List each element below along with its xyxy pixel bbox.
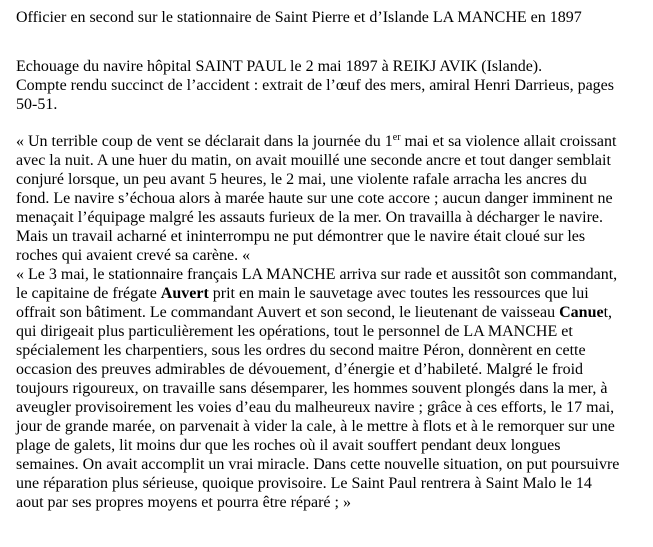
quote-line: qui dirigeait plus particulièrement les opérations, tout le personnel de LA MANCHE et <box>16 323 573 340</box>
quote-line: roches qui avaient crevé sa carène. « <box>16 247 251 264</box>
quote-line: plage de galets, lit moins dur que les roches où il avait souffert pendant deux longues <box>16 437 561 454</box>
lieutenant-name: Canue <box>559 304 604 321</box>
quote-line: une réparation plus sérieuse, quoique provisoire. Le Saint Paul rentrera à Saint Malo le 14 <box>16 475 592 492</box>
quote-text: « Un terrible coup de vent se déclarait dans la journée du 1 <box>16 133 393 150</box>
quote-line <box>16 284 644 303</box>
quote-paragraph-2 <box>16 265 644 512</box>
document-page <box>16 8 644 512</box>
commander-name: Auvert <box>160 285 209 302</box>
intro-paragraph <box>16 57 644 114</box>
quote-line: « Le 3 mai, le stationnaire français LA MANCHE arriva sur rade et aussitôt son commandant, <box>16 266 618 283</box>
spacer <box>16 114 644 132</box>
quote-text: le capitaine de frégate <box>16 285 161 302</box>
quote-line: aveugler provisoirement les voies d’eau du malheureux navire ; grâce à ces efforts, le 17 mai, <box>16 399 615 416</box>
quote-line: spécialement les charpentiers, sous les ordres du second maitre Péron, donnèrent en cette <box>16 342 586 359</box>
quote-line: semaines. On avait accomplit un vrai miracle. Dans cette nouvelle situation, on put poursuivre <box>16 456 620 473</box>
quote-text: prit en main le sauvetage avec toutes les ressources que lui <box>208 285 589 302</box>
quote-text: offrait son bâtiment. Le commandant Auvert et son second, le lieutenant de vaisseau <box>16 304 560 321</box>
quote-paragraph-1 <box>16 132 644 265</box>
intro-line: Echouage du navire hôpital SAINT PAUL le 2 mai 1897 à REIKJ AVIK (Islande). <box>16 58 543 75</box>
document-heading: Officier en second sur le stationnaire de Saint Pierre et d’Islande LA MANCHE en 1897 <box>16 9 582 26</box>
quote-text: mai et sa violence allait croissant <box>400 133 617 150</box>
quote-line: aout par ses propres moyens et pourra être réparé ; » <box>16 494 351 511</box>
quote-line: conjuré lorsque, un peu avant 5 heures, le 2 mai, une violente rafale arracha les ancres du <box>16 171 587 188</box>
quote-line: Mais un travail acharné et ininterrompu ne put démontrer que le navire était cloué sur les <box>16 228 586 245</box>
quote-line: fond. Le navire s’échoua alors à marée haute sur une cote accore ; aucun danger imminent ne <box>16 190 613 207</box>
quote-line <box>16 132 644 151</box>
quote-line <box>16 303 644 322</box>
intro-line: Compte rendu succinct de l’accident : extrait de l’œuf des mers, amiral Henri Darrieus, pages <box>16 77 614 94</box>
quote-line: occasion des preuves admirables de dévouement, d’énergie et d’habileté. Malgré le froid <box>16 361 584 378</box>
quote-text: t, <box>603 304 613 321</box>
quote-line: menaçait l’équipage malgré les assauts furieux de la mer. On travailla à décharger le navire. <box>16 209 603 226</box>
intro-line: 50-51. <box>16 96 58 113</box>
spacer <box>16 27 644 57</box>
quote-line: avec la nuit. A une huer du matin, on avait mouillé une seconde ancre et tout danger semblait <box>16 152 611 169</box>
quote-line: toujours rigoureux, on travaille sans désemparer, les hommes souvent plongés dans la mer, à <box>16 380 608 397</box>
ordinal-superscript: er <box>392 132 401 143</box>
quote-line: jour de grande marée, on parvenait à vider la cale, à le mettre à flots et à le remorquer sur une <box>16 418 615 435</box>
